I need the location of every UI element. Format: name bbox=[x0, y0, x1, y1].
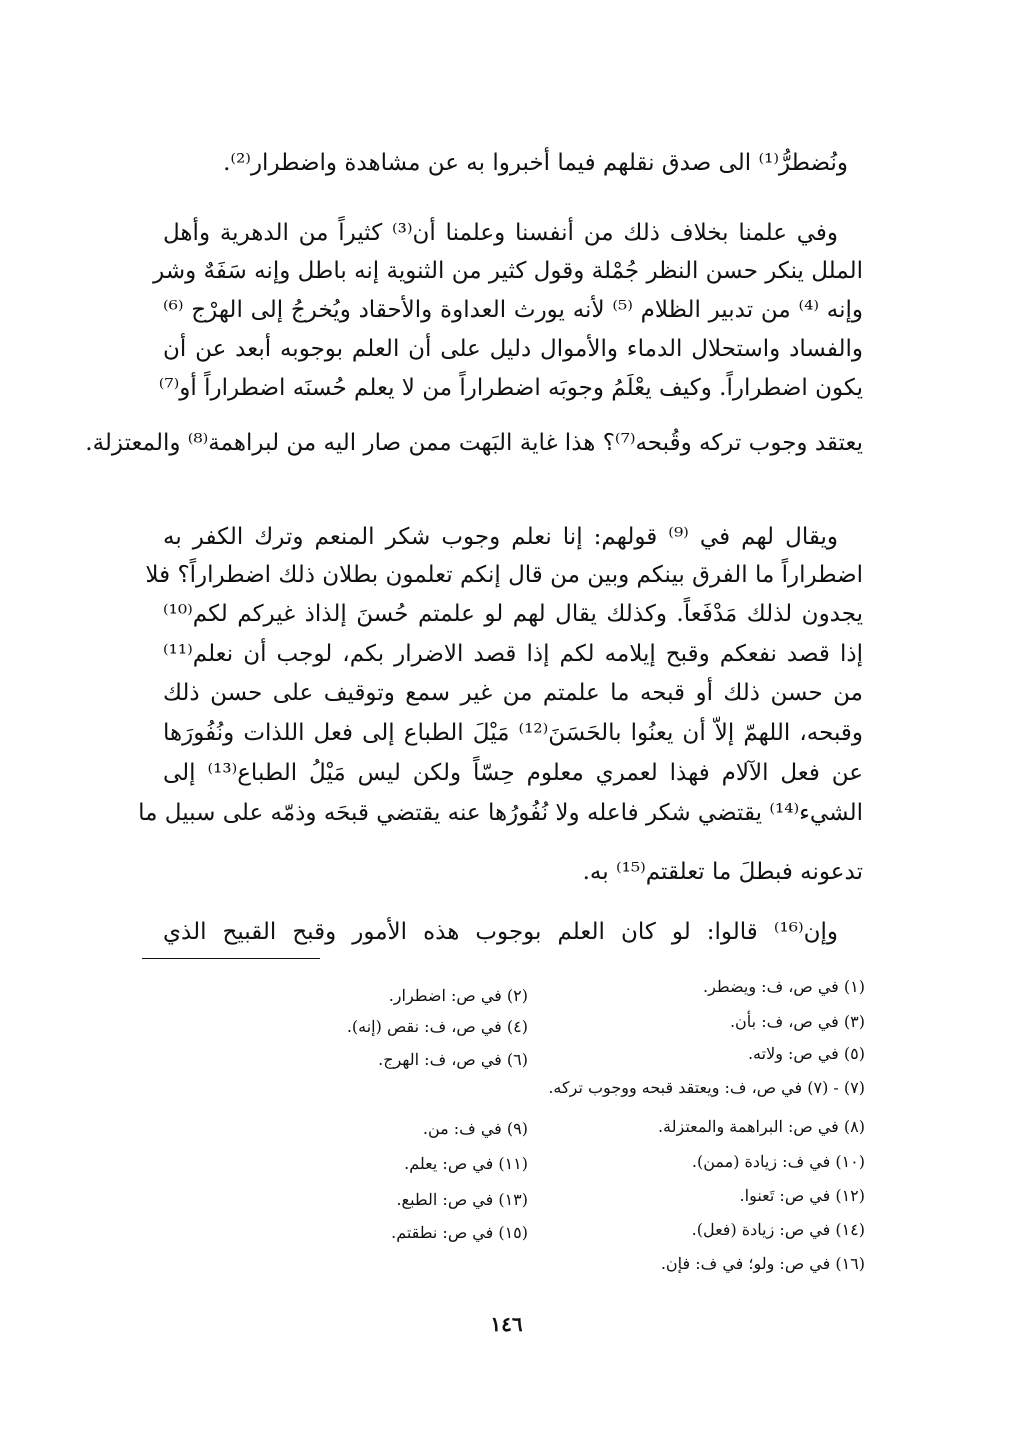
body-line: يجدون لذلك مَدْفَعاً. وكذلك يقال لهم لو علمتم حُسنَ إلذاذ غيركم لكم⁽¹⁰⁾ bbox=[163, 601, 864, 627]
footnote: (٣) في ص، ف: بأن. bbox=[729, 1012, 865, 1031]
body-line: وفي علمنا بخلاف ذلك من أنفسنا وعلمنا أن⁽³⁾ كثيراً من الدهرية وأهل bbox=[163, 220, 838, 246]
body-line: وإنه ⁽⁴⁾ من تدبير الظلام ⁽⁵⁾ لأنه يورث العداوة والأحقاد ويُخرجُ إلى الهرْج ⁽⁶⁾ bbox=[163, 297, 863, 323]
footnote: (١٢) في ص: تَعنوا. bbox=[739, 1186, 865, 1205]
footnote: (٢) في ص: اضطرار. bbox=[388, 986, 528, 1005]
footnote: (١٦) في ص: ولو؛ في ف: فإن. bbox=[660, 1254, 865, 1273]
footnote: (١) في ص، ف: ويضطر. bbox=[703, 977, 865, 996]
footnote: (٩) في ف: من. bbox=[422, 1119, 528, 1138]
body-line: اضطراراً ما الفرق بينكم وبين من قال إنكم تعلمون بطلان ذلك اضطراراً؟ فلا bbox=[145, 562, 863, 588]
footnote: (٤) في ص، ف: نقص (إنه). bbox=[346, 1017, 528, 1036]
footnote: (٦) في ص، ف: الهرج. bbox=[378, 1050, 528, 1069]
body-line: والفساد واستحلال الدماء والأموال دليل على أن العلم بوجوبه أبعد عن أن bbox=[163, 336, 863, 362]
body-line: من حسن ذلك أو قبحه ما علمتم من غير سمع وتوقيف على حسن ذلك bbox=[163, 680, 863, 706]
footnote: (١٥) في ص: نطقتم. bbox=[391, 1223, 528, 1242]
body-line: إذا قصد نفعكم وقبح إيلامه لكم إذا قصد الاضرار بكم، لوجب أن نعلم⁽¹¹⁾ bbox=[163, 641, 863, 667]
body-line: ويقال لهم في ⁽⁹⁾ قولهم: إنا نعلم وجوب شكر المنعم وترك الكفر به bbox=[163, 524, 838, 550]
body-line: عن فعل الآلام فهذا لعمري معلوم حِسّاً ولكن ليس مَيْلُ الطباع⁽¹³⁾ إلى bbox=[163, 760, 863, 786]
footnote: (١٠) في ف: زيادة (ممن). bbox=[691, 1152, 865, 1171]
body-line: الشيء⁽¹⁴⁾ يقتضي شكر فاعله ولا نُفُورُها عنه يقتضي قبحَه وذمّه على سبيل ما bbox=[138, 800, 863, 826]
page-number: ١٤٦ bbox=[490, 1312, 523, 1336]
body-line: تدعونه فبطلَ ما تعلقتم⁽¹⁵⁾ به. bbox=[582, 859, 863, 885]
footnote: (١٣) في ص: الطبع. bbox=[396, 1190, 528, 1209]
body-line: يكون اضطراراً. وكيف يعْلَمُ وجوبَه اضطراراً من لا يعلم حُسنَه اضطراراً أو⁽⁷⁾ bbox=[158, 375, 863, 401]
body-line: ونُضطرُّ⁽¹⁾ الى صدق نقلهم فيما أخبروا به عن مشاهدة واضطرار⁽²⁾. bbox=[223, 150, 848, 176]
body-line: وقبحه، اللهمّ إلاّ أن يعنُوا بالحَسَنَ⁽¹²⁾ مَيْلَ الطباع إلى فعل اللذات ونُفُورَها bbox=[163, 720, 864, 746]
footnote: (١١) في ص: يعلم. bbox=[404, 1154, 528, 1173]
footnote-separator bbox=[142, 958, 320, 959]
footnote: (٨) في ص: البراهمة والمعتزلة. bbox=[657, 1117, 865, 1136]
body-line: الملل ينكر حسن النظر جُمْلة وقول كثير من الثنوية إنه باطل وإنه سَفَهٌ وشر bbox=[153, 258, 863, 284]
body-line: يعتقد وجوب تركه وقُبحه⁽⁷⁾؟ هذا غاية البَهت ممن صار اليه من لبراهمة⁽⁸⁾ والمعتزلة. bbox=[85, 430, 863, 456]
footnote: (٥) في ص: ولاته. bbox=[747, 1044, 865, 1063]
footnote: (٧) - (٧) في ص، ف: ويعتقد قبحه ووجوب تركه. bbox=[548, 1078, 865, 1097]
body-line: وإن⁽¹⁶⁾ قالوا: لو كان العلم بوجوب هذه الأمور وقبح القبيح الذي bbox=[163, 919, 838, 945]
footnote: (١٤) في ص: زيادة (فعل). bbox=[691, 1220, 865, 1239]
